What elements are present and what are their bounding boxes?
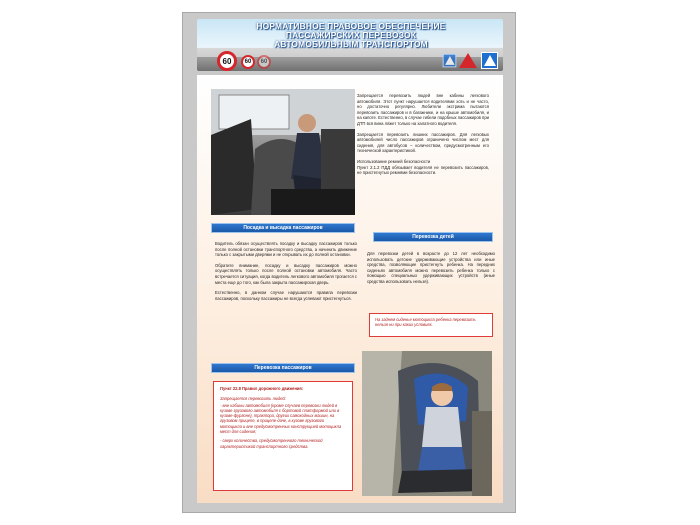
section-bar-children: Перевозка детей <box>373 232 493 242</box>
rule-intro: Запрещается перевозить людей: <box>220 396 286 402</box>
children-text <box>367 251 495 290</box>
content-panel <box>197 75 503 503</box>
boarding-paragraph-2: Обратите внимание, посадку и высадку пассажиров можно осуществлять только после полной остановки автомобиля. Часто встречается ситуация, когда водитель легкового автомобиля трогается с места еще до того, как была закрыта пассажирская дверь. <box>215 262 357 285</box>
section-bar-boarding: Посадка и высадка пассажиров <box>211 223 355 233</box>
speed-limit-sign-icon: 60 <box>217 51 237 71</box>
paragraph-outside-cabin: Запрещается перевозить людей вне кабины легкового автомобиля. Этот пункт нарушается водителями хоть и не часто, но достаточно регулярно. Любители экстрима пытаются перевозить пассажиров и в багажнике, и на крыше автомобиля, и на капоте. Естественно, в случае гибели подобных пассажиров при ДТП вся вина ляжет только на халатного водителя. <box>357 93 489 126</box>
boarding-text <box>215 241 357 306</box>
paragraph-extra-passengers: Запрещается перевозить лишних пассажиров. Для легковых автомобилей число пассажиров ограничено числом мест для сидения, для автобусов – количеством, предусмотренным его технической характеристикой. <box>357 131 489 154</box>
moto-warning-text: На заднем сиденье мотоцикла ребенка перевозить нельзя ни при каких условиях. <box>375 317 476 328</box>
title-line-1: НОРМАТИВНОЕ ПРАВОВОЕ ОБЕСПЕЧЕНИЕ <box>256 21 446 31</box>
passenger-illustration <box>211 89 355 215</box>
poster-header <box>197 19 503 71</box>
child-seat-illustration <box>362 351 492 496</box>
speed-limit-sign-icon: 60 <box>241 55 255 69</box>
photo-passenger-rear-seat <box>211 89 355 215</box>
pedestrian-crossing-sign-icon <box>481 52 498 69</box>
speed-limit-sign-icon: 60 <box>257 55 271 69</box>
rule-item: - вне кабины автомобиля (кроме случаев перевозки людей в кузове грузового автомобиля с бортовой платформой или в кузове-фургоне), трактора, других самоходных машин, на грузовом прицепе, в прицепе-даче, в кузове грузового мотоцикла и вне предусмотренных конструкцией мотоцикла мест для сидения; <box>220 402 342 435</box>
photo-child-seat <box>362 351 492 496</box>
boarding-paragraph-1: Водитель обязан осуществлять посадку и высадку пассажиров только после полной остановки транспортного средства, а начинать движение только с закрытыми дверями и не открывать их до полной остановки. <box>215 241 357 258</box>
title-line-3: АВТОМОБИЛЬНЫМ ТРАНСПОРТОМ <box>274 39 428 49</box>
right-column-text <box>357 93 489 181</box>
rule-box <box>213 381 353 491</box>
poster <box>182 12 516 513</box>
moto-warning-box <box>369 313 493 337</box>
warning-sign-icon <box>459 53 477 68</box>
belt-heading: Использование ремней безопасности <box>357 158 431 164</box>
pedestrian-crossing-sign-icon <box>443 54 457 68</box>
children-paragraph: Для перевозки детей в возрасте до 12 лет необходимо использовать детские удерживающие устройства или иные средства, позволяющие пристегнуть ребенка. На передних сиденьях автомобиля можно перевозить ребенка только с помощью специальных удерживающих устройств (иные средства использовать нельзя). <box>367 251 495 284</box>
poster-title <box>241 22 461 49</box>
rule-item: - сверх количества, предусмотренного технической характеристикой транспортного средства. <box>220 438 323 449</box>
boarding-paragraph-3: Естественно, в данном случае нарушаются правила перевозки пассажиров, поскольку пассажиры не всегда успевают пристегнуться. <box>215 290 357 301</box>
belt-text: Пункт 2.1.2 ПДД обязывает водителя не перевозить пассажиров, не пристегнутых ремнями безопасности. <box>357 164 489 176</box>
rule-lead: Пункт 22.8 Правил дорожного движения: <box>220 386 304 391</box>
title-line-2: ПАССАЖИРСКИХ ПЕРЕВОЗОК <box>285 30 417 40</box>
section-bar-transport: Перевозка пассажиров <box>211 363 355 373</box>
rule-list <box>220 403 346 449</box>
